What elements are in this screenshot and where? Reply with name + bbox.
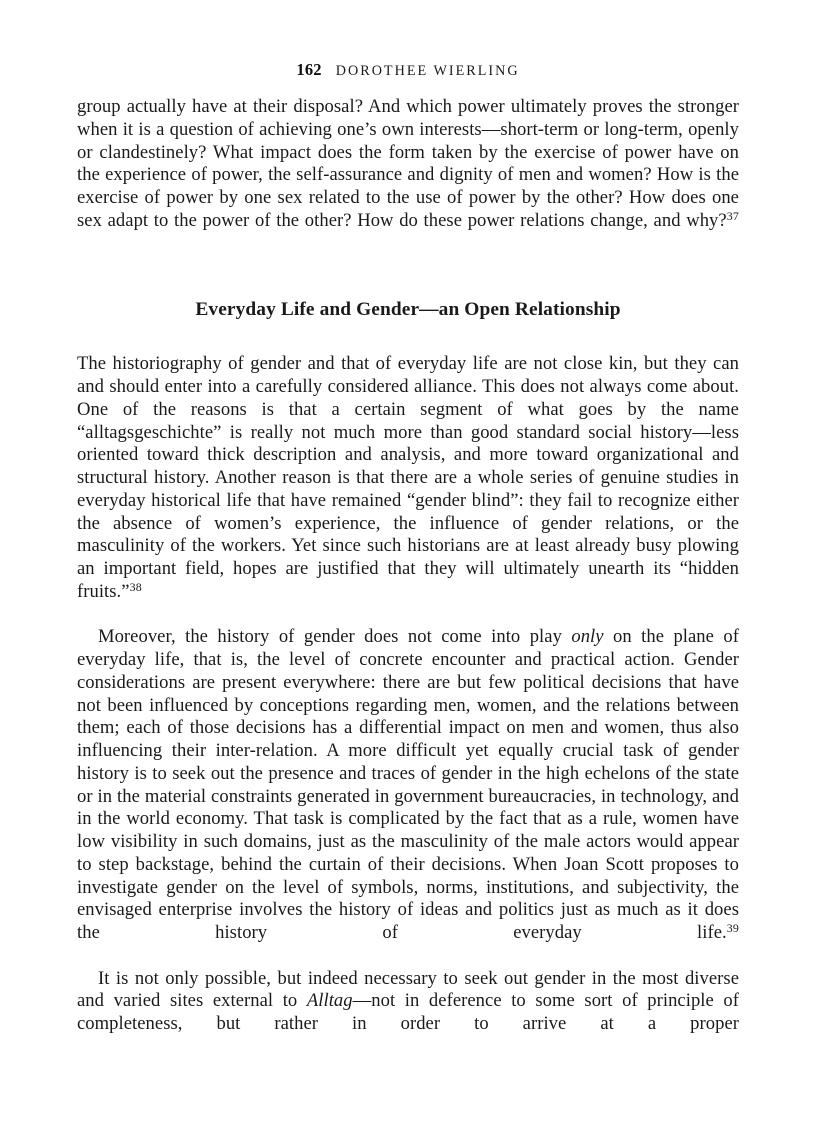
text-column [77, 96, 739, 1059]
paragraph-continued [77, 96, 739, 255]
paragraph-4-text-b: —not in deference to some sort of principle of completeness, but rather in order to arrive at a proper [77, 990, 739, 1034]
paragraph-3-text-a: Moreover, the history of gender does not come into play [98, 626, 572, 648]
spacer-below-heading [77, 322, 739, 353]
paragraph-2-text: The historiography of gender and that of everyday life are not close kin, but they can and should enter into a carefully considered alliance. This does not always come about. One of the reasons is that a certain segment of what goes by the name “alltagsgeschichte” is really not much more than good standard social history—less oriented toward thick description and analysis, and more toward organizational and structural history. Another reason is that there are a whole series of genuine studies in everyday historical life that have remained “gender blind”: they fail to recognize either the absence of women’s experience, the influence of gender relations, or the masculinity of the workers. Yet since such historians are at least already busy plowing an important field, hopes are justified that they will ultimately unearth its “hidden fruits.” [77, 353, 739, 602]
paragraph-3 [77, 626, 739, 967]
footnote-marker-39: 39 [726, 920, 739, 935]
paragraph-3-text-b: on the plane of everyday life, that is, the level of concrete encounter and practical action. Gender considerations are present everywhere: there are but few political decisions that have not been influenced by conceptions regarding men, women, and the relations between them; each of those decisions has a differential impact on men and women, thus also influencing their inter-relation. A more difficult yet equally crucial task of gender history is to seek out the presence and traces of gender in the high echelons of the state or in the material constraints generated in government bureaucracies, in technology, and in the world economy. That task is complicated by the fact that as a rule, women have low visibility in such domains, just as the masculinity of the male actors would appear to step backstage, behind the curtain of their decisions. When Joan Scott proposes to investigate gender on the level of symbols, norms, institutions, and subjectivity, the envisaged enterprise involves the history of ideas and politics just as much as it does the history of everyday life. [77, 626, 739, 943]
running-head-author: DOROTHEE WIERLING [335, 63, 520, 79]
section-heading: Everyday Life and Gender—an Open Relationship [195, 299, 621, 321]
paragraph-4 [77, 968, 739, 1059]
footnote-marker-38: 38 [129, 579, 142, 594]
emphasis-alltag: Alltag [306, 990, 353, 1012]
paragraph-continued-text: group actually have at their disposal? And which power ultimately proves the stronger when it is a question of achieving one’s own interests—short-term or long-term, openly or clandestinely? What impact does the form taken by the exercise of power have on the experience of power, the self-assurance and dignity of men and women? How is the exercise of power by one sex related to the use of power by the other? How does one sex adapt to the power of the other? How do these power relations change, and why? [77, 96, 739, 231]
paragraph-4-text-a: It is not only possible, but indeed necessary to seek out gender in the most diverse and varied sites external to [77, 967, 739, 1012]
running-head [0, 60, 816, 80]
page-number: 162 [296, 60, 322, 79]
spacer-above-heading [77, 255, 739, 298]
emphasis-only: only [571, 626, 604, 648]
paragraph-2 [77, 353, 739, 626]
footnote-marker-37: 37 [726, 208, 739, 223]
